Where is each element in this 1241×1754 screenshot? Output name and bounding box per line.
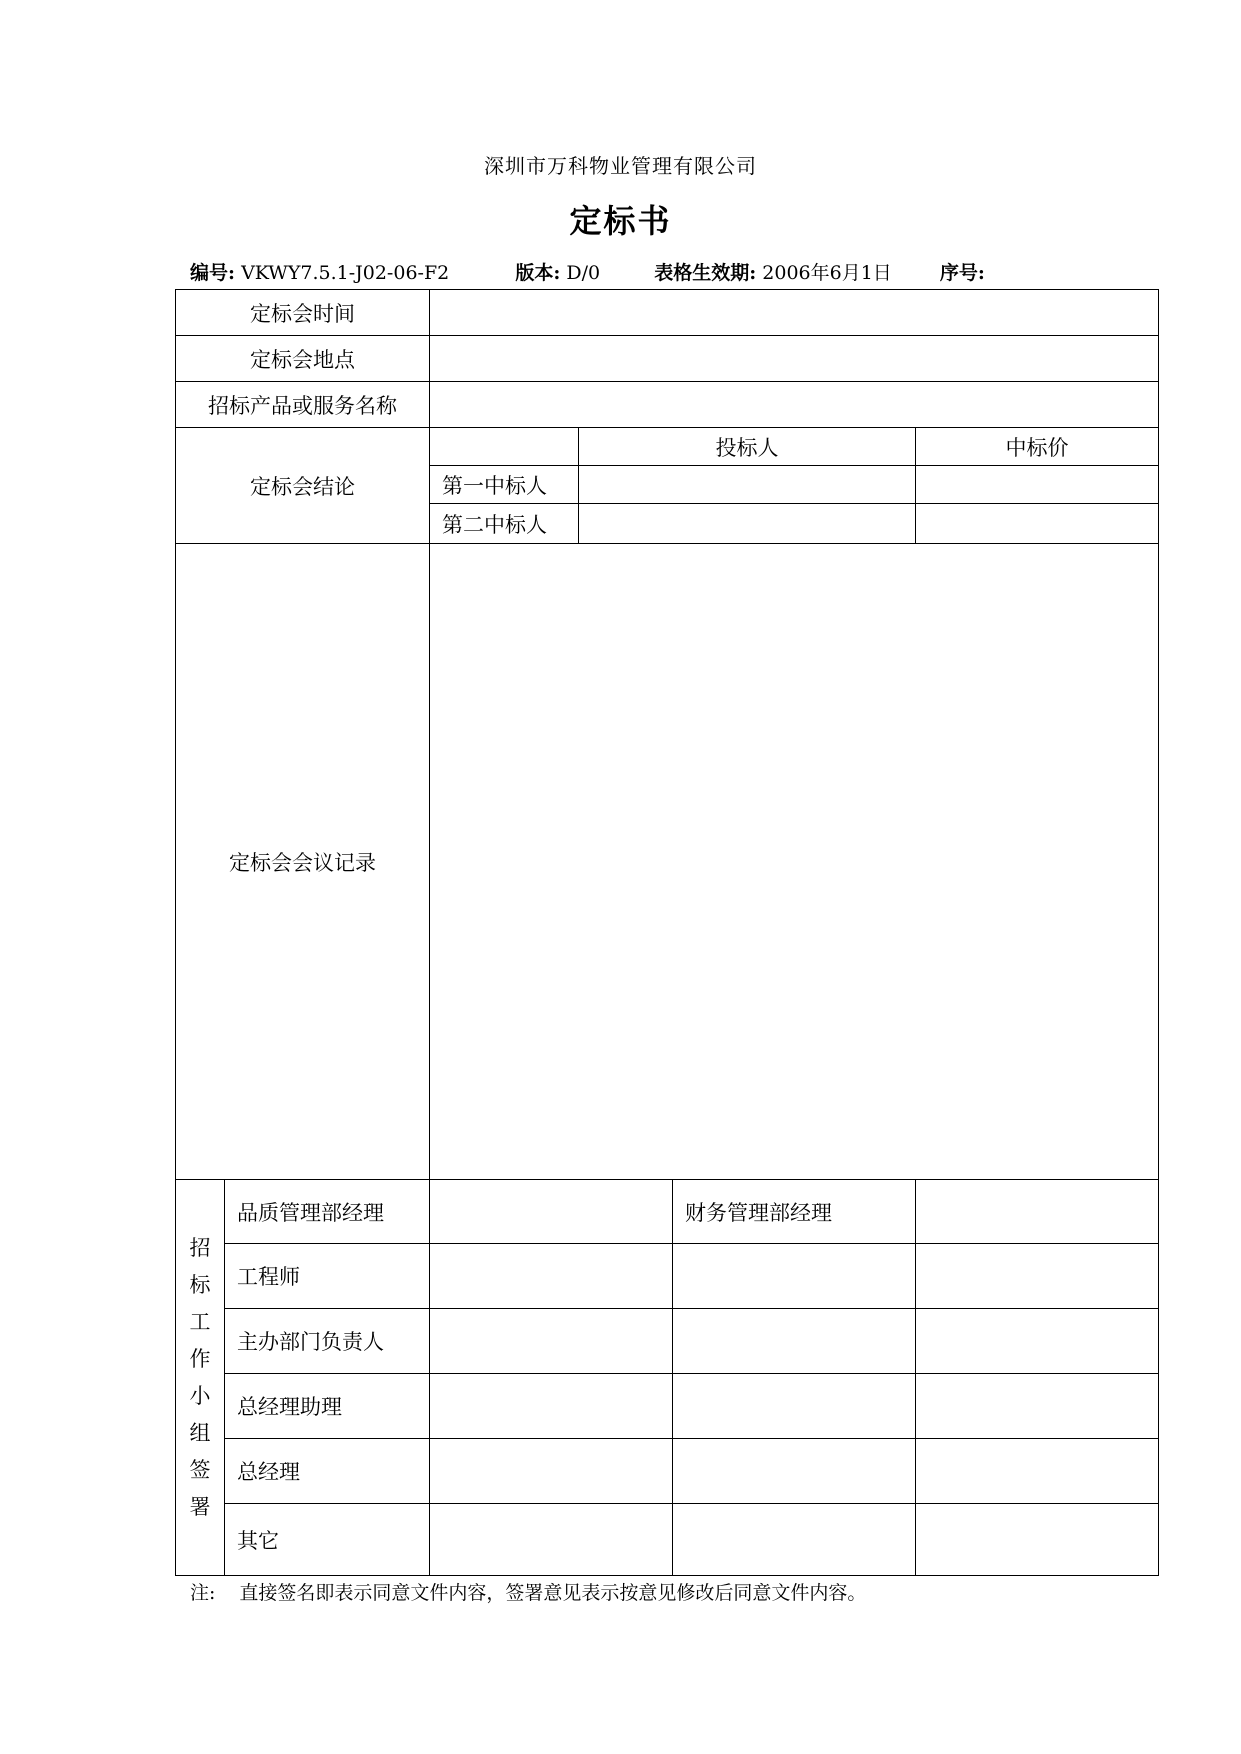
dept-head-label: 主办部门负责人 xyxy=(225,1309,430,1374)
other-extra-field-2[interactable] xyxy=(916,1504,1159,1576)
version-label: 版本: xyxy=(515,262,561,284)
minutes-label: 定标会会议记录 xyxy=(176,544,430,1180)
gm-extra-field[interactable] xyxy=(673,1439,916,1504)
finance-manager-label: 财务管理部经理 xyxy=(673,1180,916,1244)
conclusion-corner-cell xyxy=(430,428,579,466)
other-label: 其它 xyxy=(225,1504,430,1576)
gm-assistant-extra-field[interactable] xyxy=(673,1374,916,1439)
code-label: 编号: xyxy=(190,262,236,284)
other-sign-field[interactable] xyxy=(430,1504,673,1576)
engineer-extra-field[interactable] xyxy=(673,1244,916,1309)
engineer-label: 工程师 xyxy=(225,1244,430,1309)
engineer-extra-field-2[interactable] xyxy=(916,1244,1159,1309)
company-name: 深圳市万科物业管理有限公司 xyxy=(484,154,757,178)
bid-award-form xyxy=(175,289,1159,1576)
product-name-label: 招标产品或服务名称 xyxy=(176,382,430,428)
meeting-place-label: 定标会地点 xyxy=(176,336,430,382)
gm-assistant-sign-field[interactable] xyxy=(430,1374,673,1439)
first-winner-bidder-field[interactable] xyxy=(579,466,916,504)
note-label: 注: xyxy=(190,1582,216,1604)
conclusion-label: 定标会结论 xyxy=(176,428,430,544)
code-value: VKWY7.5.1-J02-06-F2 xyxy=(241,262,450,284)
meeting-time-field[interactable] xyxy=(430,290,1159,336)
first-winner-price-field[interactable] xyxy=(916,466,1159,504)
bidder-header: 投标人 xyxy=(579,428,916,466)
version-value: D/0 xyxy=(566,262,601,284)
footnote xyxy=(190,1578,866,1605)
second-winner-label: 第二中标人 xyxy=(430,504,579,544)
other-extra-field[interactable] xyxy=(673,1504,916,1576)
page-title: 定标书 xyxy=(569,202,672,240)
product-name-field[interactable] xyxy=(430,382,1159,428)
minutes-field[interactable] xyxy=(430,544,1159,1180)
meeting-place-field[interactable] xyxy=(430,336,1159,382)
form-meta xyxy=(190,258,985,285)
dept-head-extra-field[interactable] xyxy=(673,1309,916,1374)
first-winner-label: 第一中标人 xyxy=(430,466,579,504)
gm-sign-field[interactable] xyxy=(430,1439,673,1504)
gm-assistant-extra-field-2[interactable] xyxy=(916,1374,1159,1439)
engineer-sign-field[interactable] xyxy=(430,1244,673,1309)
dept-head-extra-field-2[interactable] xyxy=(916,1309,1159,1374)
dept-head-sign-field[interactable] xyxy=(430,1309,673,1374)
gm-assistant-label: 总经理助理 xyxy=(225,1374,430,1439)
sign-group-label: 招 标 工 作 小 组 签 署 xyxy=(176,1180,225,1576)
quality-manager-sign-field[interactable] xyxy=(430,1180,673,1244)
gm-extra-field-2[interactable] xyxy=(916,1439,1159,1504)
finance-manager-sign-field[interactable] xyxy=(916,1180,1159,1244)
gm-label: 总经理 xyxy=(225,1439,430,1504)
meeting-time-label: 定标会时间 xyxy=(176,290,430,336)
effective-date-label: 表格生效期: xyxy=(654,262,757,284)
effective-date-value: 2006年6月1日 xyxy=(762,262,892,284)
second-winner-price-field[interactable] xyxy=(916,504,1159,544)
quality-manager-label: 品质管理部经理 xyxy=(225,1180,430,1244)
second-winner-bidder-field[interactable] xyxy=(579,504,916,544)
price-header: 中标价 xyxy=(916,428,1159,466)
serial-label: 序号: xyxy=(939,262,985,284)
note-text: 直接签名即表示同意文件内容，签署意见表示按意见修改后同意文件内容。 xyxy=(239,1582,867,1604)
